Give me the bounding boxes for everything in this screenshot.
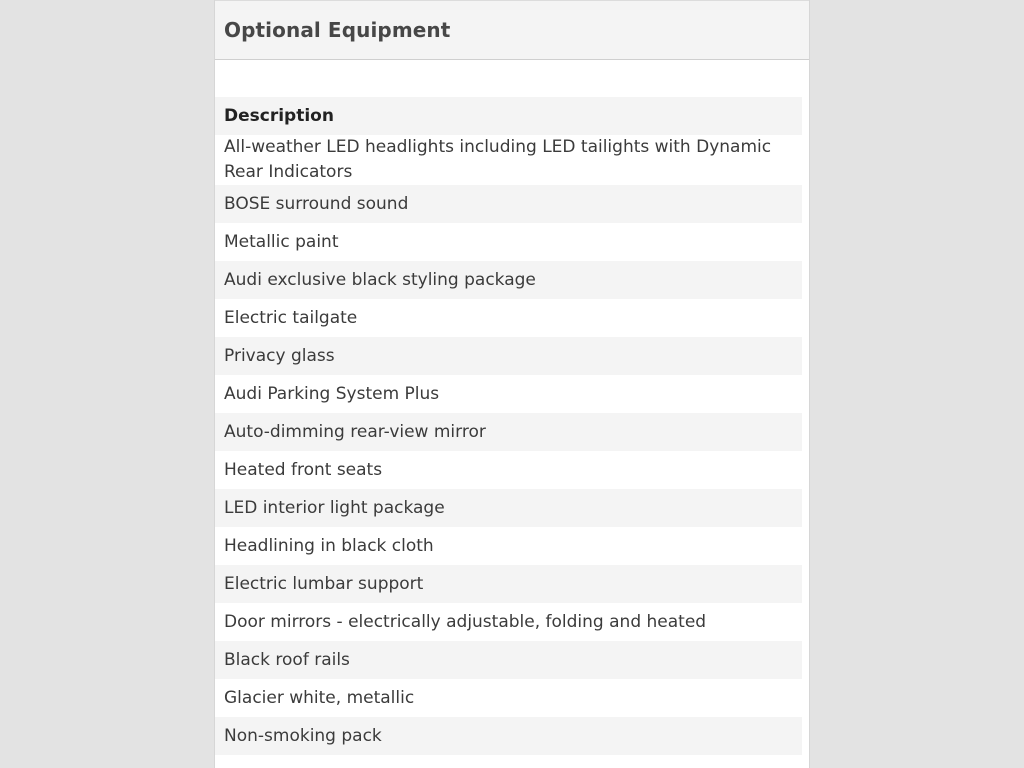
table-row — [215, 223, 802, 261]
table-row — [215, 135, 802, 185]
table-row — [215, 337, 802, 375]
equipment-description: Audi Parking System Plus — [215, 375, 802, 413]
equipment-description: Audi exclusive black styling package — [215, 261, 802, 299]
equipment-description: Electric tailgate — [215, 299, 802, 337]
table-row — [215, 717, 802, 755]
equipment-description: Door mirrors - electrically adjustable, folding and heated — [215, 603, 802, 641]
table-row — [215, 413, 802, 451]
table-row — [215, 565, 802, 603]
table-row — [215, 489, 802, 527]
equipment-description: Electric lumbar support — [215, 565, 802, 603]
table-row — [215, 375, 802, 413]
table-row — [215, 679, 802, 717]
equipment-description: LED interior light package — [215, 489, 802, 527]
table-container — [215, 60, 809, 755]
table-row — [215, 185, 802, 223]
equipment-table — [215, 97, 802, 755]
equipment-description: Privacy glass — [215, 337, 802, 375]
equipment-description: All-weather LED headlights including LED tailights with Dynamic Rear Indicators — [215, 135, 802, 185]
panel-header[interactable] — [215, 0, 809, 60]
table-row — [215, 261, 802, 299]
table-row — [215, 299, 802, 337]
equipment-description: Metallic paint — [215, 223, 802, 261]
equipment-description: BOSE surround sound — [215, 185, 802, 223]
section-title: Optional Equipment — [224, 18, 451, 42]
optional-equipment-panel — [214, 0, 810, 768]
column-header-description: Description — [215, 97, 802, 135]
equipment-description: Non-smoking pack — [215, 717, 802, 755]
equipment-description: Black roof rails — [215, 641, 802, 679]
equipment-description: Auto-dimming rear-view mirror — [215, 413, 802, 451]
table-header-row — [215, 97, 802, 135]
table-row — [215, 527, 802, 565]
table-row — [215, 641, 802, 679]
equipment-description: Headlining in black cloth — [215, 527, 802, 565]
equipment-description: Heated front seats — [215, 451, 802, 489]
table-row — [215, 451, 802, 489]
table-row — [215, 603, 802, 641]
equipment-description: Glacier white, metallic — [215, 679, 802, 717]
